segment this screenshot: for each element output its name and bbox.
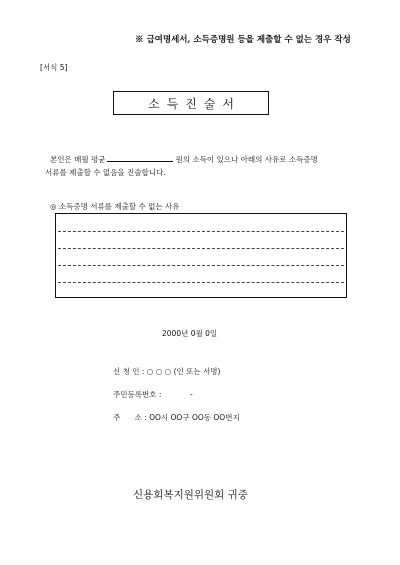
reason-line xyxy=(58,282,344,283)
addressee-text: 신용회복지원위원회 귀중 xyxy=(133,489,248,501)
reason-label: ◎ 소득증명 서류를 제출할 수 없는 사유 xyxy=(50,202,180,211)
income-amount-blank xyxy=(107,153,173,162)
resident-number-field: 주민등록번호 : - xyxy=(113,390,193,399)
reason-box xyxy=(55,213,347,298)
notice-text: ※ 급여명세서, 소득증명원 등을 제출할 수 없는 경우 작성 xyxy=(135,35,351,45)
statement-line-2: 서류를 제출할 수 없음을 진술합니다. xyxy=(45,168,166,177)
address-field: 주 소 : OO시 OO구 OO동 OO번지 xyxy=(113,413,240,422)
reason-line xyxy=(58,248,344,249)
title-box xyxy=(113,91,269,115)
document-title: 소득진술서 xyxy=(148,96,241,111)
statement-line-1 xyxy=(50,153,318,165)
statement-line-1-start: 본인은 매월 평균 xyxy=(50,155,106,164)
applicant-field: 신 청 인 : ○ ○ ○ (인 또는 서명) xyxy=(113,367,221,376)
reason-line xyxy=(58,231,344,232)
form-number: [서식 5] xyxy=(40,63,68,72)
date-text: 2000년 0월 0일 xyxy=(162,329,218,338)
reason-line xyxy=(58,265,344,266)
statement-line-1-end: 원의 소득이 있으나 아래의 사유로 소득증명 xyxy=(175,155,318,164)
